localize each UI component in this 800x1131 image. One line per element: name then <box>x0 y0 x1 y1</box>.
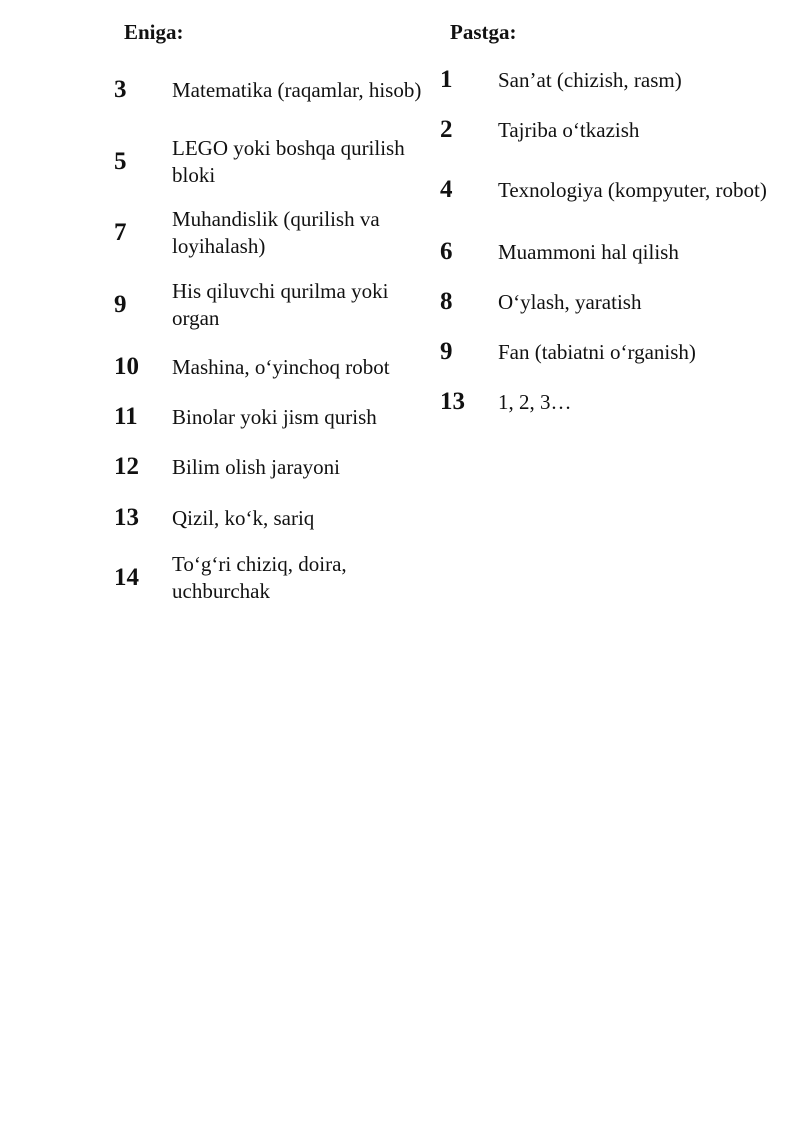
clue-text: To‘g‘ri chiziq, doira, uchburchak <box>172 552 347 603</box>
clue-text: Tajriba o‘tkazish <box>498 117 640 142</box>
clue-number: 8 <box>440 288 453 315</box>
clue-number: 13 <box>440 388 465 415</box>
clue-item <box>440 337 800 367</box>
clue-text: Bilim olish jarayoni <box>172 454 340 479</box>
clue-number: 9 <box>440 338 453 365</box>
clue-item <box>440 163 800 217</box>
clue-item <box>440 115 800 145</box>
clue-text: Mashina, o‘yinchoq robot <box>172 354 390 379</box>
clue-number: 4 <box>440 176 453 203</box>
clue-item <box>114 352 430 382</box>
clue-number: 3 <box>114 76 127 103</box>
clue-number: 11 <box>114 403 138 430</box>
clue-text: Binolar yoki jism qurish <box>172 404 377 429</box>
clue-item <box>114 206 430 260</box>
clue-item <box>114 503 430 533</box>
clue-number: 14 <box>114 564 139 591</box>
clue-number: 7 <box>114 219 127 246</box>
clue-number: 9 <box>114 291 127 318</box>
clue-number: 5 <box>114 148 127 175</box>
clue-text: Texnologiya (kompyuter, robot) <box>498 177 767 202</box>
down-heading: Pastga: <box>450 20 517 44</box>
clue-item <box>440 65 800 95</box>
across-heading: Eniga: <box>124 20 184 44</box>
clue-number: 10 <box>114 353 139 380</box>
clue-item <box>440 387 800 417</box>
clue-text: LEGO yoki boshqa qurilish bloki <box>172 136 405 187</box>
clue-item <box>114 278 430 332</box>
clue-text: Muammoni hal qilish <box>498 239 679 264</box>
clue-text: Muhandislik (qurilish va loyihalash) <box>172 207 380 258</box>
clue-item <box>114 402 430 432</box>
clue-item <box>114 452 430 482</box>
clue-number: 13 <box>114 504 139 531</box>
clue-number: 2 <box>440 116 453 143</box>
clue-text: O‘ylash, yaratish <box>498 289 642 314</box>
clue-item <box>440 237 800 267</box>
clue-number: 1 <box>440 66 453 93</box>
clue-text: 1, 2, 3… <box>498 389 572 414</box>
clue-text: His qiluvchi qurilma yoki organ <box>172 279 389 330</box>
clue-number: 6 <box>440 238 453 265</box>
clue-number: 12 <box>114 453 139 480</box>
clue-item <box>114 135 430 189</box>
clue-text: Matematika (raqamlar, hisob) <box>172 77 422 102</box>
clue-text: Qizil, ko‘k, sariq <box>172 505 315 530</box>
clue-text: San’at (chizish, rasm) <box>498 67 682 92</box>
clue-text: Fan (tabiatni o‘rganish) <box>498 339 696 364</box>
clue-item <box>114 63 430 117</box>
clue-item <box>440 287 800 317</box>
clue-item <box>114 551 430 605</box>
